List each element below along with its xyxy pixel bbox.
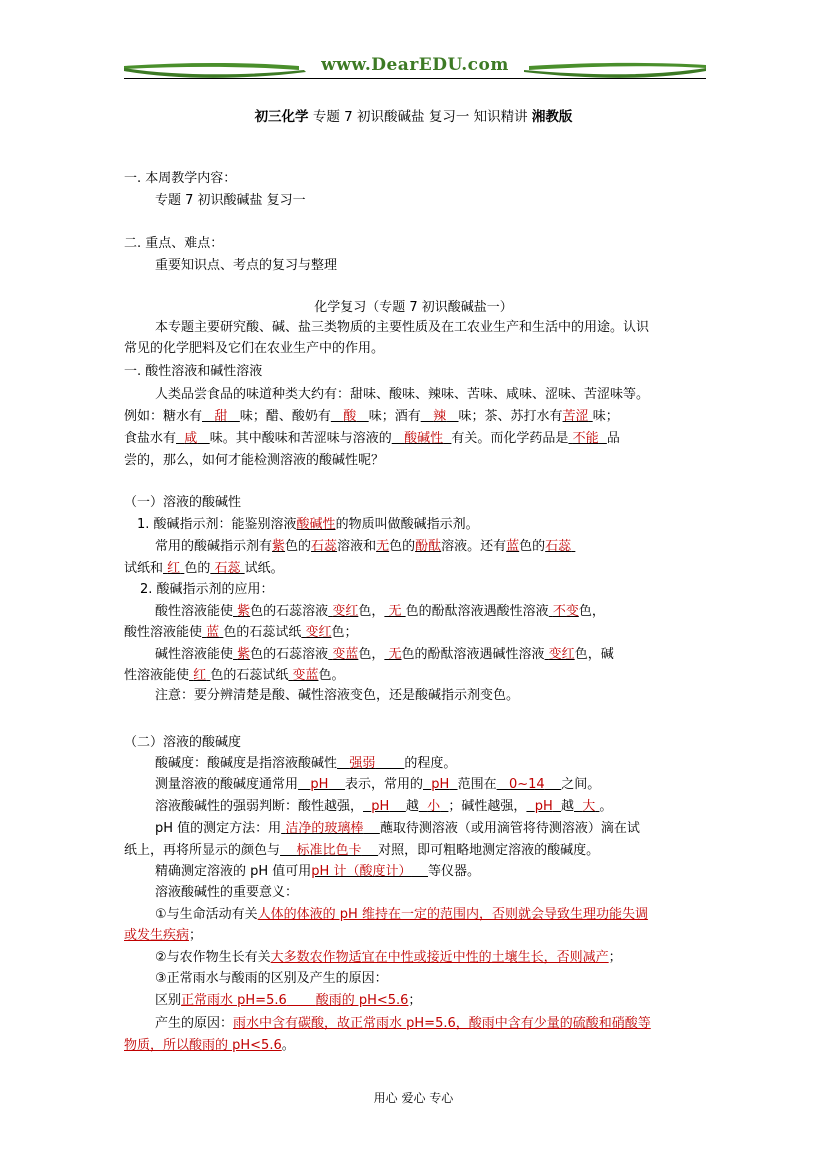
answer: 无	[388, 647, 402, 662]
answer: 紫	[272, 539, 286, 554]
answer: 红	[193, 668, 207, 683]
answer: 无	[376, 539, 390, 554]
taste-line-4: 尝的，那么，如何才能检测溶液的酸碱性呢？	[124, 453, 385, 468]
section-1-heading: 一. 本周教学内容：	[124, 171, 237, 186]
intro-line-2: 常见的化学肥料及它们在农业生产中的作用。	[124, 341, 385, 356]
sub-2-line-4: pH 值的测定方法：用 洁净的玻璃棒 蘸取待测溶液（或用滴管将待测溶液）滴在试	[155, 821, 640, 836]
answer: 大	[582, 799, 596, 814]
answer: 不变	[552, 604, 579, 619]
answer: 石蕊	[545, 539, 572, 554]
answer: 标准比色卡	[296, 843, 362, 858]
answer: 物质，所以酸雨的 pH<5.6	[124, 1038, 282, 1053]
sub-2-line-3: 溶液酸碱性的强弱判断：酸性越强， pH 越 小 ；碱性越强， pH 越 大 。	[155, 799, 613, 814]
sub-2-line-8: ①与生命活动有关人体的体液的 pH 维持在一定的范围内，否则就会导致生理功能失调	[155, 907, 648, 922]
sub-2-heading: （二）溶液的酸碱度	[124, 735, 242, 750]
section-2-heading: 二. 重点、难点：	[124, 236, 224, 251]
sub-1-point-2: 2. 酸碱指示剂的应用：	[140, 582, 274, 597]
answer: 酸碱性	[296, 517, 336, 532]
answer: 辣	[433, 409, 447, 424]
answer: 石蕊	[214, 561, 241, 576]
answer: 强弱	[349, 756, 376, 771]
answer: 0~14	[508, 777, 545, 792]
header-rule	[124, 78, 706, 79]
answer: 甜	[214, 409, 228, 424]
sub-1-point-1-detail-2: 试纸和 红 色的 石蕊 试纸。	[124, 561, 284, 576]
sub-2-line-5: 纸上，再将所显示的颜色与 标准比色卡 对照，即可粗略地测定溶液的酸碱度。	[124, 843, 600, 858]
answer: 变红	[332, 604, 359, 619]
sub-2-line-11: ③正常雨水与酸雨的区别及产生的原因：	[155, 971, 388, 986]
answer: 酚酞	[415, 539, 442, 554]
answer: pH 计（酸度计）	[311, 864, 412, 879]
sub-2-line-9: 或发生疾病；	[124, 928, 203, 943]
answer: 咸	[184, 431, 198, 446]
answer: 变红	[305, 625, 332, 640]
sub-2-line-2: 测量溶液的酸碱度通常用 pH 表示，常用的 pH 范围在 0~14 之间。	[155, 777, 601, 792]
section-1-body: 专题 7 初识酸碱盐 复习一	[155, 193, 306, 208]
site-logo-text: www.DearEDU.com	[321, 55, 509, 75]
answer: 大多数农作物适宜在中性或接近中性的土壤生长，否则减产	[270, 950, 609, 965]
taste-line-2: 例如：糖水有 甜 味；醋、酸奶有 酸 味；酒有 辣 味；茶、苏打水有苦涩 味；	[124, 409, 619, 424]
answer: 不能	[572, 431, 599, 446]
answer: 小	[427, 799, 441, 814]
answer: 苦涩	[562, 409, 589, 424]
title-edition: 湘教版	[531, 109, 573, 125]
taste-line-3: 食盐水有 咸 味。其中酸味和苦涩味与溶液的 酸碱性 有关。而化学药品是 不能 品	[124, 431, 620, 446]
answer: 正常雨水 pH=5.6	[181, 993, 287, 1008]
answer: 洁净的玻璃棒	[285, 821, 364, 836]
intro-line-1: 本专题主要研究酸、碱、盐三类物质的主要性质及在工农业生产和生活中的用途。认识	[155, 320, 650, 335]
title-subject: 初三化学	[254, 109, 309, 125]
sub-1-heading: （一）溶液的酸碱性	[124, 495, 242, 510]
answer: 酸雨的 pH<5.6	[315, 993, 409, 1008]
acid-line-1: 酸性溶液能使 紫色的石蕊溶液 变红色， 无 色的酚酞溶液遇酸性溶液 不变色，	[155, 604, 605, 619]
answer: 石蕊	[311, 539, 338, 554]
sub-1-point-1: 1. 酸碱指示剂：能鉴别溶液酸碱性的物质叫做酸碱指示剂。	[137, 517, 479, 532]
section-2-body: 重要知识点、考点的复习与整理	[155, 258, 338, 273]
acid-line-2: 酸性溶液能使 蓝 色的石蕊试纸 变红色；	[124, 625, 358, 640]
answer: pH	[310, 777, 329, 792]
sub-2-line-10: ②与农作物生长有关大多数农作物适宜在中性或接近中性的土壤生长，否则减产；	[155, 950, 622, 965]
sub-2-line-6: 精确测定溶液的 pH 值可用pH 计（酸度计） 等仪器。	[155, 864, 481, 879]
answer: 蓝	[206, 625, 220, 640]
sub-2-line-7: 溶液酸碱性的重要意义：	[155, 885, 299, 900]
answer: 变蓝	[332, 647, 359, 662]
taste-line-1: 人类品尝食品的味道种类大约有：甜味、酸味、辣味、苦味、咸味、涩味、苦涩味等。	[155, 387, 650, 402]
answer: pH	[371, 799, 390, 814]
answer: 变蓝	[292, 668, 319, 683]
sub-1-note: 注意：要分辨清楚是酸、碱性溶液变色，还是酸碱指示剂变色。	[155, 688, 520, 703]
answer: 紫	[237, 647, 251, 662]
part-1-heading: 一. 酸性溶液和碱性溶液	[124, 364, 263, 379]
answer: 红	[167, 561, 181, 576]
answer: 变红	[548, 647, 575, 662]
answer: 人体的体液的 pH 维持在一定的范围内，否则就会导致生理功能失调	[257, 907, 648, 922]
sub-2-line-12: 区别正常雨水 pH=5.6 酸雨的 pH<5.6；	[155, 993, 422, 1008]
sub-2-line-14: 物质，所以酸雨的 pH<5.6。	[124, 1038, 295, 1053]
answer: 酸碱性	[404, 431, 444, 446]
answer: 雨水中含有碳酸，故正常雨水 pH=5.6，酸雨中含有少量的硫酸和硝酸等	[233, 1016, 651, 1031]
sub-1-point-1-detail: 常用的酸碱指示剂有紫色的石蕊溶液和无色的酚酞溶液。还有蓝色的石蕊	[155, 539, 572, 554]
title-topic: 专题 7 初识酸碱盐 复习一 知识精讲	[312, 109, 528, 125]
answer: 酸	[343, 409, 357, 424]
base-line-2: 性溶液能使 红 色的石蕊试纸 变蓝色。	[124, 668, 345, 683]
answer: 无	[388, 604, 402, 619]
answer: pH	[431, 777, 450, 792]
answer: 紫	[237, 604, 251, 619]
base-line-1: 碱性溶液能使 紫色的石蕊溶液 变蓝色， 无色的酚酞溶液遇碱性溶液 变红色，碱	[155, 647, 614, 662]
answer: pH	[534, 799, 553, 814]
page-title	[0, 105, 827, 125]
header-banner	[124, 52, 706, 88]
sub-2-line-1: 酸碱度：酸碱度是指溶液酸碱性 强弱 的程度。	[155, 756, 457, 771]
review-heading: 化学复习（专题 7 初识酸碱盐一）	[314, 300, 513, 315]
page-footer: 用心 爱心 专心	[373, 1091, 454, 1105]
sub-2-line-13: 产生的原因：雨水中含有碳酸，故正常雨水 pH=5.6，酸雨中含有少量的硫酸和硝酸等	[155, 1016, 651, 1031]
answer: 蓝	[506, 539, 520, 554]
answer: 或发生疾病	[124, 928, 190, 943]
